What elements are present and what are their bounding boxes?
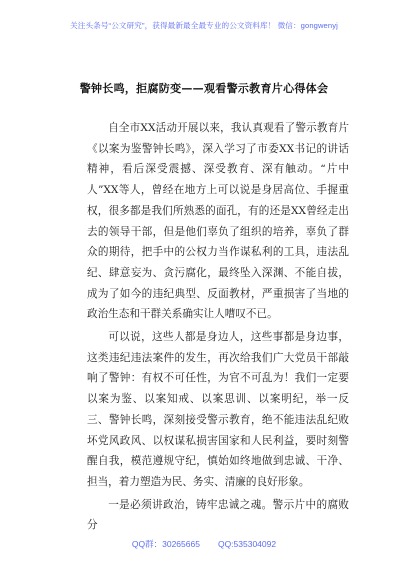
header-banner: 关注头条号“公文研究”，获得最新最全最专业的公文资料库！ 微信：gongwenyj	[70, 21, 338, 30]
paragraph-2: 可以说，这些人都是身边人，这些事都是身边事，这类违纪违法案件的发生，再次给我们广大党员干部敲响了警钟：有权不可任性，为官不可乱为！我们一定要以案为鉴、以案知戒、以案思训、以案明纪，举一反三、警钟长鸣，深刻接受警示教育，绝不能违法乱纪败坏党风政风、以权谋私损害国家和人民利益，要时刻警醒自我，模范遵规守纪，慎始如终地做到忠诚、干净、担当，着力塑造为民、务实、清廉的良好形象。	[87, 331, 349, 488]
footer	[0, 538, 408, 550]
paragraph-1: 自全市XX活动开展以来，我认真观看了警示教育片《以案为鉴警钟长鸣》，深入学习了市委XX书记的讲话精神，看后深受震撼、深受教育、深有触动。“片中人”XX等人，曾经在地方上可以说是身居高位、手握重权，很多都是我们所熟悉的面孔，有的还是XX曾经走出去的领导干部，但是他们辜负了组织的培养，辜负了群众的期待，把手中的公权力当作谋私利的工具，违法乱纪、肆意妄为、贪污腐化，最终坠入深渊、不能自拔，成为了如今的违纪典型、反面教材，严重损害了当地的政治生态和干群关系确实让人嘈叹不已。	[87, 122, 349, 321]
document-body	[87, 118, 349, 536]
footer-qq-group: QQ群：30265665	[131, 539, 200, 549]
footer-qq: QQ:535304092	[217, 539, 277, 549]
document-title: 警钟长鸣，拒腐防变——观看警示教育片心得体会	[79, 82, 329, 95]
paragraph-3: 一是必须讲政治，铸牢忠诚之魂。警示片中的腐败分	[87, 498, 349, 532]
